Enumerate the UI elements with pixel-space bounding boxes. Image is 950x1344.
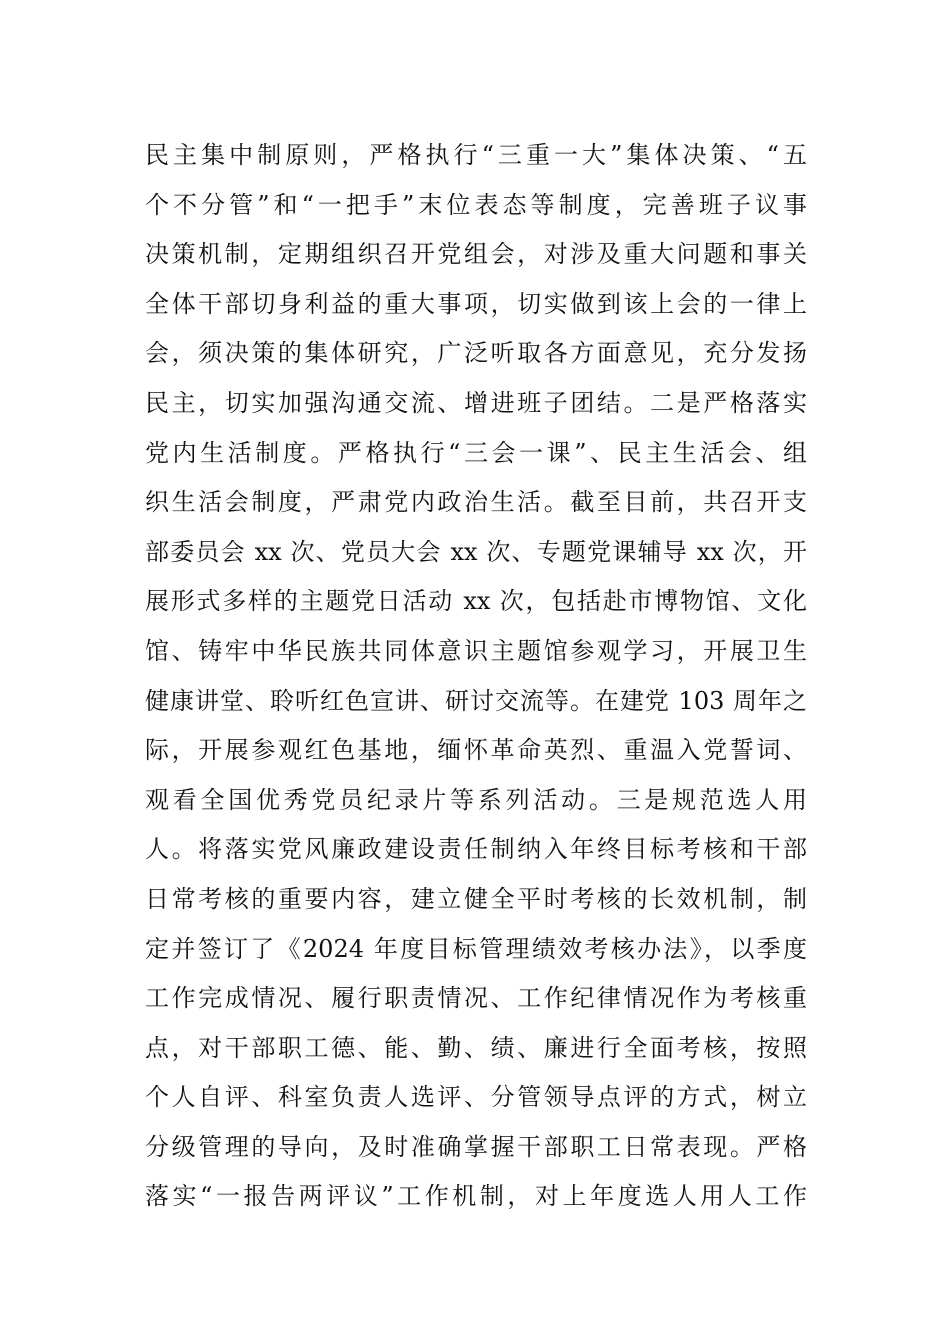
text-line: 馆、铸牢中华民族共同体意识主题馆参观学习，开展卫生: [145, 636, 807, 665]
text-line: 党内生活制度。严格执行“三会一课”、民主生活会、组: [145, 438, 807, 467]
text-line: 观看全国优秀党员纪录片等系列活动。三是规范选人用: [145, 785, 807, 814]
text-line: 健康讲堂、聆听红色宣讲、研讨交流等。在建党 103 周年之: [145, 686, 807, 715]
text-line: 人。将落实党风廉政建设责任制纳入年终目标考核和干部: [145, 835, 807, 864]
body-text: [145, 131, 807, 1222]
text-line: 部委员会 xx 次、党员大会 xx 次、专题党课辅导 xx 次，开: [145, 537, 807, 566]
text-line: 决策机制，定期组织召开党组会，对涉及重大问题和事关: [145, 240, 807, 269]
text-line: 分级管理的导向，及时准确掌握干部职工日常表现。严格: [145, 1132, 807, 1161]
text-line: 会，须决策的集体研究，广泛听取各方面意见，充分发扬: [145, 339, 807, 368]
text-line: 工作完成情况、履行职责情况、工作纪律情况作为考核重: [145, 984, 807, 1013]
text-line: 日常考核的重要内容，建立健全平时考核的长效机制，制: [145, 884, 807, 913]
text-line: 织生活会制度，严肃党内政治生活。截至目前，共召开支: [145, 488, 807, 517]
text-line: 个不分管”和“一把手”末位表态等制度，完善班子议事: [145, 190, 807, 219]
text-line: 民主，切实加强沟通交流、增进班子团结。二是严格落实: [145, 388, 807, 417]
text-line: 个人自评、科室负责人选评、分管领导点评的方式，树立: [145, 1083, 807, 1112]
text-line: 际，开展参观红色基地，缅怀革命英烈、重温入党誓词、: [145, 736, 807, 765]
text-line: 全体干部切身利益的重大事项，切实做到该上会的一律上: [145, 289, 807, 318]
text-line: 民主集中制原则，严格执行“三重一大”集体决策、“五: [145, 141, 807, 169]
text-line: 落实“一报告两评议”工作机制，对上年度选人用人工作: [145, 1182, 807, 1211]
text-line: 点，对干部职工德、能、勤、绩、廉进行全面考核，按照: [145, 1033, 807, 1062]
text-line: 展形式多样的主题党日活动 xx 次，包括赴市博物馆、文化: [145, 587, 807, 616]
text-line: 定并签订了《2024 年度目标管理绩效考核办法》，以季度: [145, 934, 807, 963]
